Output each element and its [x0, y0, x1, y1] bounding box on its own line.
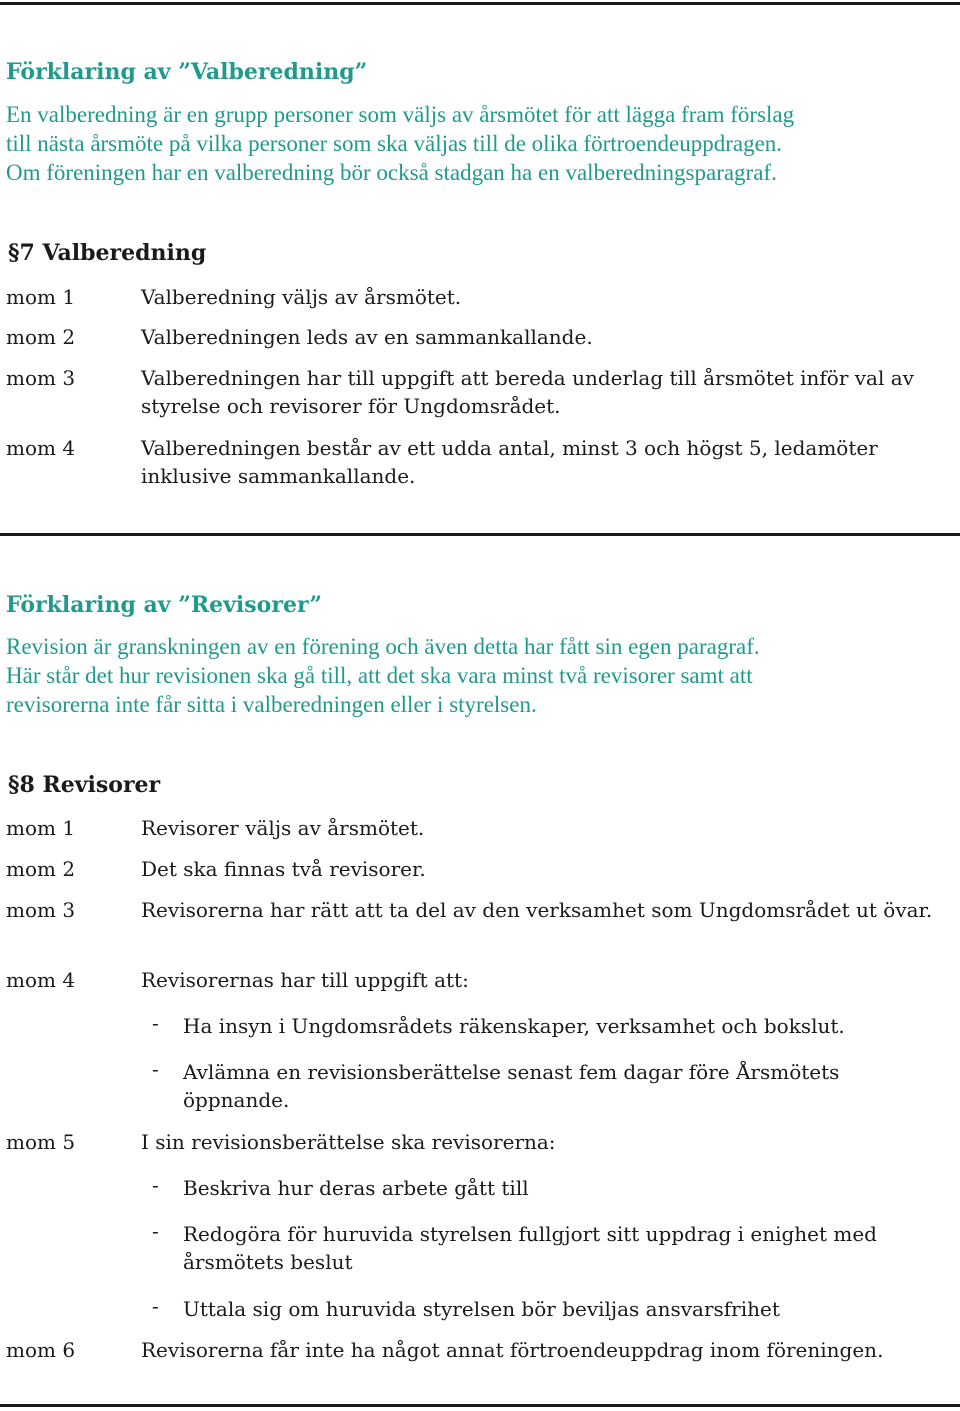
bullet-dash: - [152, 1011, 159, 1035]
mom-label: mom 1 [6, 285, 76, 309]
mom-text: Valberedningen leds av en sammankallande. [141, 325, 593, 349]
explanation-line: Här står det hur revisionen ska gå till, att det ska vara minst två revisorer samt att [6, 663, 753, 688]
mom-text: Valberedning väljs av årsmötet. [141, 285, 462, 309]
section-7-title: §7 Valberedning [8, 240, 207, 266]
mom-text: Revisorernas har till uppgift att: [141, 968, 469, 992]
revisorer-explanation-heading: Förklaring av ”Revisorer” [6, 592, 322, 618]
revisorer-explanation [6, 632, 956, 719]
bullet-item: Avlämna en revisionsberättelse senast fem dagar före Årsmötets öppnande. [183, 1060, 840, 1112]
section-8-title: §8 Revisorer [8, 772, 161, 798]
explanation-line: revisorerna inte får sitta i valberedningen eller i styrelsen. [6, 692, 537, 717]
mom-label: mom 3 [6, 898, 76, 922]
mom-label: mom 3 [6, 366, 76, 390]
valberedning-explanation [6, 100, 956, 187]
bullet-dash: - [152, 1173, 159, 1197]
explanation-line: Revision är granskningen av en förening och även detta har fått sin egen paragraf. [6, 634, 760, 659]
bullet-item: Beskriva hur deras arbete gått till [183, 1176, 529, 1200]
bottom-divider [0, 1404, 960, 1407]
mom-label: mom 4 [6, 436, 76, 460]
mom-text: Revisorer väljs av årsmötet. [141, 816, 425, 840]
mom-text: I sin revisionsberättelse ska revisorerna: [141, 1130, 556, 1154]
bullet-item: Ha insyn i Ungdomsrådets räkenskaper, verksamhet och bokslut. [183, 1014, 845, 1038]
bullet-dash: - [152, 1294, 159, 1318]
mom-text: Valberedningen har till uppgift att bereda underlag till årsmötet inför val av styrelse och revisorer för Ungdomsrådet. [141, 366, 914, 418]
mom-label: mom 6 [6, 1338, 76, 1362]
bullet-dash: - [152, 1219, 159, 1243]
mom-label: mom 1 [6, 816, 76, 840]
valberedning-explanation-heading: Förklaring av ”Valberedning” [6, 59, 368, 85]
mom-label: mom 5 [6, 1130, 76, 1154]
bullet-item: Redogöra för huruvida styrelsen fullgjort sitt uppdrag i enighet med årsmötets beslut [183, 1222, 877, 1274]
bullet-item: Uttala sig om huruvida styrelsen bör beviljas ansvarsfrihet [183, 1297, 780, 1321]
top-divider [0, 2, 960, 5]
explanation-line: till nästa årsmöte på vilka personer som ska väljas till de olika förtroendeuppdragen. [6, 131, 783, 156]
explanation-line: Om föreningen har en valberedning bör också stadgan ha en valberedningsparagraf. [6, 160, 777, 185]
mom-label: mom 2 [6, 325, 76, 349]
mom-text: Det ska finnas två revisorer. [141, 857, 426, 881]
mom-text: Revisorerna har rätt att ta del av den verksamhet som Ungdomsrådet ut övar. [141, 898, 933, 922]
bullet-dash: - [152, 1057, 159, 1081]
explanation-line: En valberedning är en grupp personer som väljs av årsmötet för att lägga fram förslag [6, 102, 795, 127]
mom-label: mom 4 [6, 968, 76, 992]
mom-text: Revisorerna får inte ha något annat förtroendeuppdrag inom föreningen. [141, 1338, 884, 1362]
mom-label: mom 2 [6, 857, 76, 881]
mom-text: Valberedningen består av ett udda antal, minst 3 och högst 5, ledamöter inklusive sammankallande. [141, 436, 878, 488]
section-divider [0, 533, 960, 536]
